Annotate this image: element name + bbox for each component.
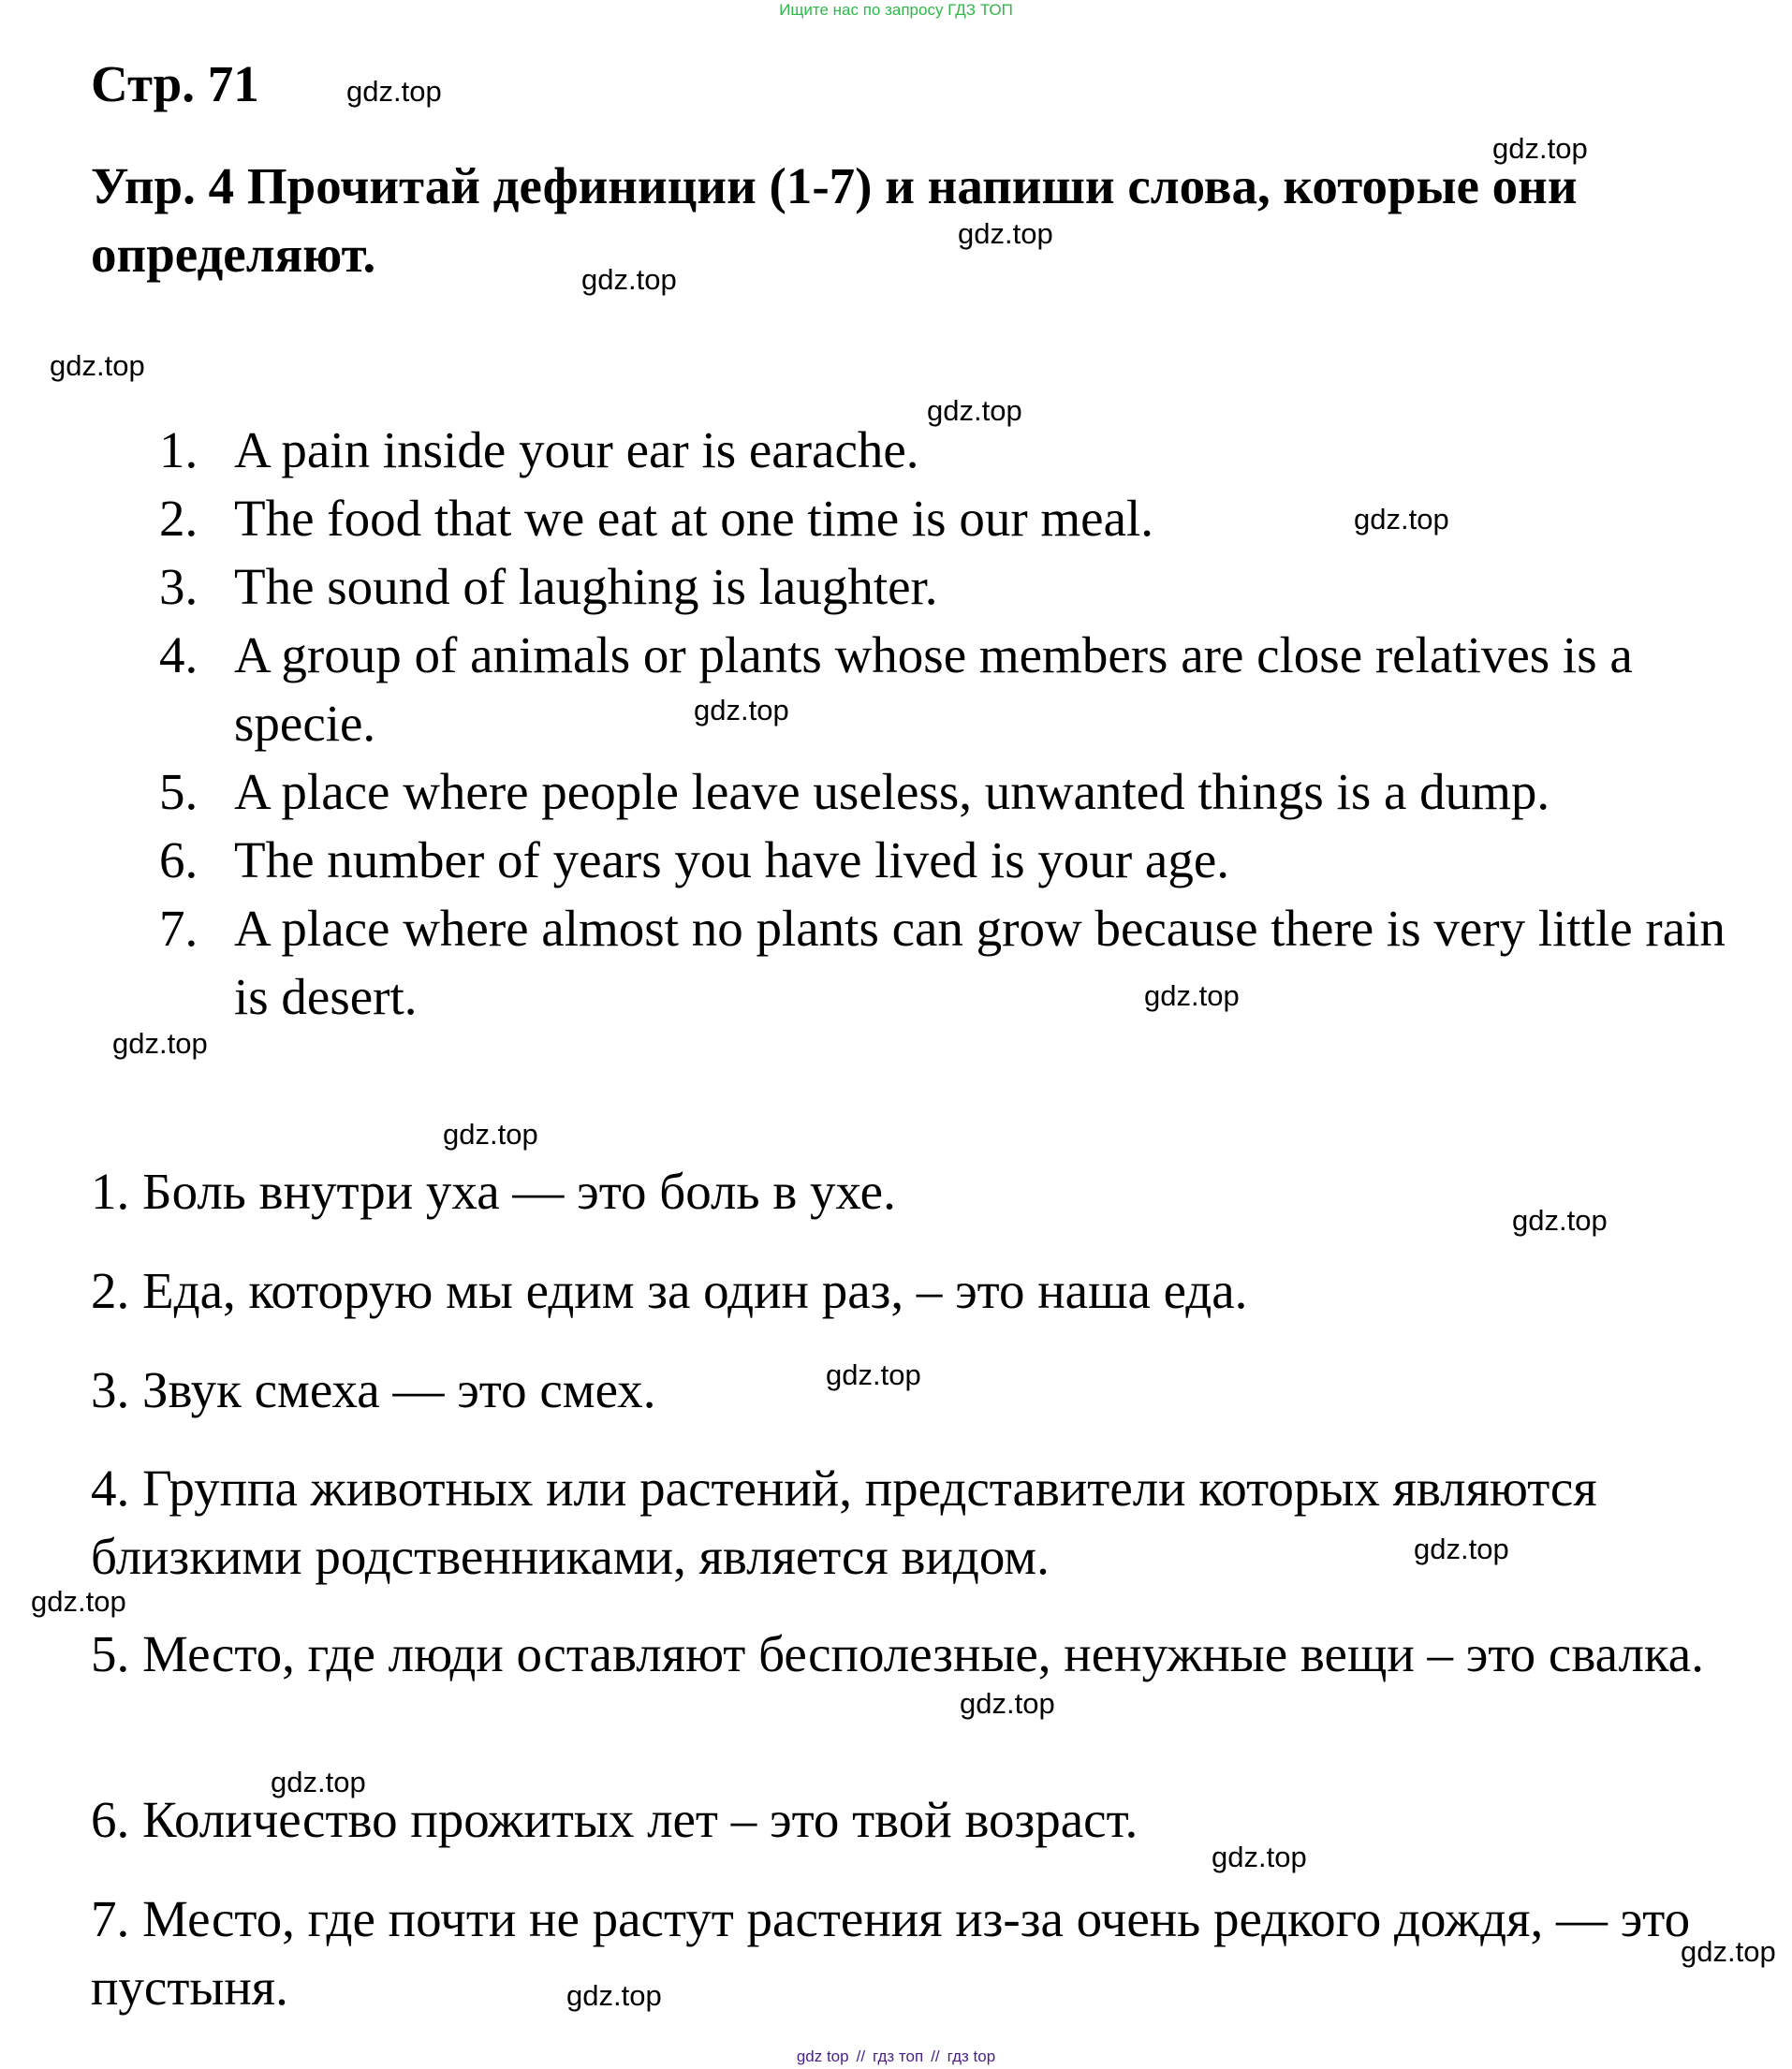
watermark-text: gdz.top	[346, 75, 442, 108]
watermark-text: gdz.top	[1512, 1204, 1608, 1237]
item-text: The food that we eat at one time is our meal.	[234, 490, 1154, 547]
item-number: 5.	[159, 763, 198, 820]
item-number: 7.	[159, 900, 198, 957]
watermark-text: gdz.top	[927, 394, 1022, 427]
bottom-banner-part: гдз топ	[873, 2047, 924, 2065]
watermark-text: gdz.top	[694, 694, 789, 726]
watermark-text: gdz.top	[50, 349, 145, 382]
watermark-text: gdz.top	[1414, 1533, 1509, 1565]
bottom-banner	[0, 2047, 1792, 2067]
russian-translation-item: 7. Место, где почти не растут растения из-за очень редкого дождя, — это пустыня.	[91, 1890, 1691, 2016]
watermark-text: gdz.top	[1144, 979, 1240, 1012]
item-number: 2.	[159, 490, 198, 547]
watermark-text: gdz.top	[960, 1687, 1055, 1720]
watermark-text: gdz.top	[31, 1585, 126, 1618]
item-text: A place where almost no plants can grow because there is very little rain is desert.	[234, 900, 1726, 1025]
item-number: 4.	[159, 626, 198, 683]
english-definition-item	[159, 484, 1751, 552]
page-number-title: Стр. 71	[91, 55, 259, 112]
watermark-text: gdz.top	[581, 263, 677, 296]
item-number: 3.	[159, 558, 198, 615]
english-definition-item	[159, 552, 1751, 621]
watermark-text: gdz.top	[566, 1979, 662, 2012]
watermark-text: gdz.top	[112, 1027, 208, 1060]
item-number: 1.	[159, 421, 198, 478]
item-text: A group of animals or plants whose members are close relatives is a specie.	[234, 626, 1633, 752]
bottom-banner-separator: //	[931, 2047, 940, 2065]
russian-translation-item: 6. Количество прожитых лет – это твой возраст.	[91, 1791, 1138, 1848]
bottom-banner-part: гдз top	[947, 2047, 996, 2065]
russian-translation-item: 3. Звук смеха — это смех.	[91, 1361, 656, 1418]
russian-translation-item: 1. Боль внутри уха — это боль в ухе.	[91, 1163, 896, 1220]
bottom-banner-part: gdz top	[796, 2047, 849, 2065]
watermark-text: gdz.top	[958, 217, 1053, 250]
item-number: 6.	[159, 831, 198, 888]
watermark-text: gdz.top	[1354, 503, 1449, 536]
english-definition-item	[159, 757, 1751, 826]
exercise-heading: Упр. 4 Прочитай дефиниции (1-7) и напиши слова, которые они определяют.	[91, 157, 1578, 283]
watermark-text: gdz.top	[271, 1766, 366, 1798]
top-banner: Ищите нас по запросу ГДЗ ТОП	[779, 1, 1013, 19]
watermark-text: gdz.top	[826, 1358, 921, 1391]
item-text: The number of years you have lived is your age.	[234, 831, 1229, 888]
english-definitions-list	[159, 416, 1751, 1031]
item-text: A pain inside your ear is earache.	[234, 421, 919, 478]
russian-translation-item: 5. Место, где люди оставляют бесполезные, ненужные вещи – это свалка.	[91, 1625, 1704, 1682]
english-definition-item	[159, 826, 1751, 894]
item-text: A place where people leave useless, unwanted things is a dump.	[234, 763, 1550, 820]
russian-translation-item: 4. Группа животных или растений, представители которых являются близкими родственниками, является видом.	[91, 1460, 1597, 1585]
watermark-text: gdz.top	[1212, 1841, 1307, 1873]
item-text: The sound of laughing is laughter.	[234, 558, 938, 615]
watermark-text: gdz.top	[443, 1118, 538, 1151]
russian-translation-item: 2. Еда, которую мы едим за один раз, – это наша еда.	[91, 1262, 1248, 1319]
bottom-banner-separator: //	[856, 2047, 866, 2065]
watermark-text: gdz.top	[1681, 1935, 1776, 1968]
english-definition-item	[159, 621, 1751, 757]
watermark-text: gdz.top	[1492, 132, 1588, 165]
english-definition-item	[159, 894, 1751, 1031]
